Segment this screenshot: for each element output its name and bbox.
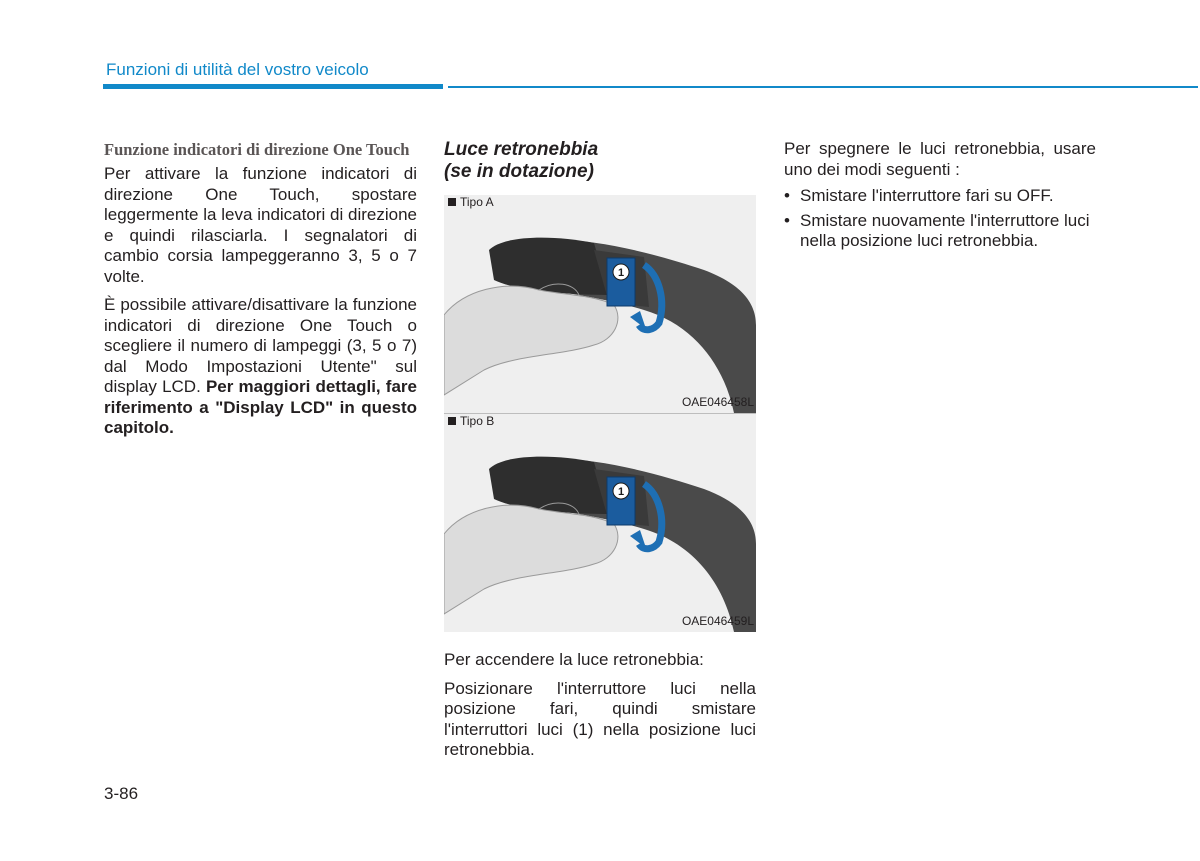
rear-fog-heading-line2: (se in dotazione)	[444, 161, 594, 182]
square-bullet-icon	[448, 417, 456, 425]
list-item-text: Smistare nuovamente l'interruttore luci nella posizione luci retronebbia.	[800, 210, 1090, 250]
one-touch-paragraph-2	[104, 295, 417, 439]
square-bullet-icon	[448, 198, 456, 206]
figure-label-a	[448, 195, 494, 209]
rear-fog-heading-line1: Luce retronebbia	[444, 139, 599, 160]
header-rule-thin	[448, 86, 1198, 88]
figure-label-a-text: Tipo A	[460, 195, 494, 209]
figure-tipo-a	[444, 195, 756, 413]
list-item-text: Smistare l'interruttore fari su OFF.	[800, 186, 1054, 205]
stalk-illustration-a	[444, 195, 756, 413]
rear-fog-off-intro: Per spegnere le luci retronebbia, usare uno dei modi seguenti :	[784, 139, 1096, 179]
rear-fog-heading	[444, 139, 756, 183]
rear-fog-on-instructions: Posizionare l'interruttore luci nella posizione fari, quindi smistare l'interruttori luci (1) nella posizione luci retronebbia.	[444, 678, 756, 759]
figure-label-b-text: Tipo B	[460, 414, 495, 428]
rear-fog-off-list	[784, 186, 1096, 252]
bullet-icon: •	[784, 186, 790, 205]
header-rule-thick	[103, 84, 443, 89]
left-column	[104, 139, 417, 447]
callout-1-b: 1	[617, 486, 625, 498]
one-touch-paragraph-1: Per attivare la funzione indicatori di direzione One Touch, spostare leggermente la leva indicatori di direzione e quindi rilasciarla. I segnalatori di cambio corsia lampeggeranno 3, 5 o 7 volte.	[104, 164, 417, 286]
section-title: Funzioni di utilità del vostro veicolo	[106, 60, 369, 79]
callout-1-a: 1	[617, 267, 625, 279]
figure-tipo-b	[444, 414, 756, 632]
list-item	[784, 186, 1096, 207]
stalk-illustration-b	[444, 414, 756, 632]
rear-fog-on-intro: Per accendere la luce retronebbia:	[444, 650, 704, 669]
list-item	[784, 211, 1096, 252]
middle-column	[444, 139, 756, 769]
figure-code-a: OAE046458L	[681, 395, 754, 409]
one-touch-heading: Funzione indicatori di direzione One Touch	[104, 140, 410, 159]
one-touch-paragraph-2-reference: Per maggiori dettagli, fare riferimento a "Display LCD" in questo capitolo.	[104, 377, 417, 437]
figure-code-b: OAE046459L	[681, 614, 754, 628]
bullet-icon: •	[784, 210, 790, 230]
right-column	[784, 139, 1096, 256]
figure-label-b	[448, 414, 494, 428]
one-touch-paragraph-2-text: È possibile attivare/disattivare la funzione indicatori di direzione One Touch o scegliere il numero di lampeggi (3, 5 o 7) dal Modo Impostazioni Utente" sul display LCD.	[104, 295, 417, 396]
page-number: 3-86	[104, 784, 139, 803]
